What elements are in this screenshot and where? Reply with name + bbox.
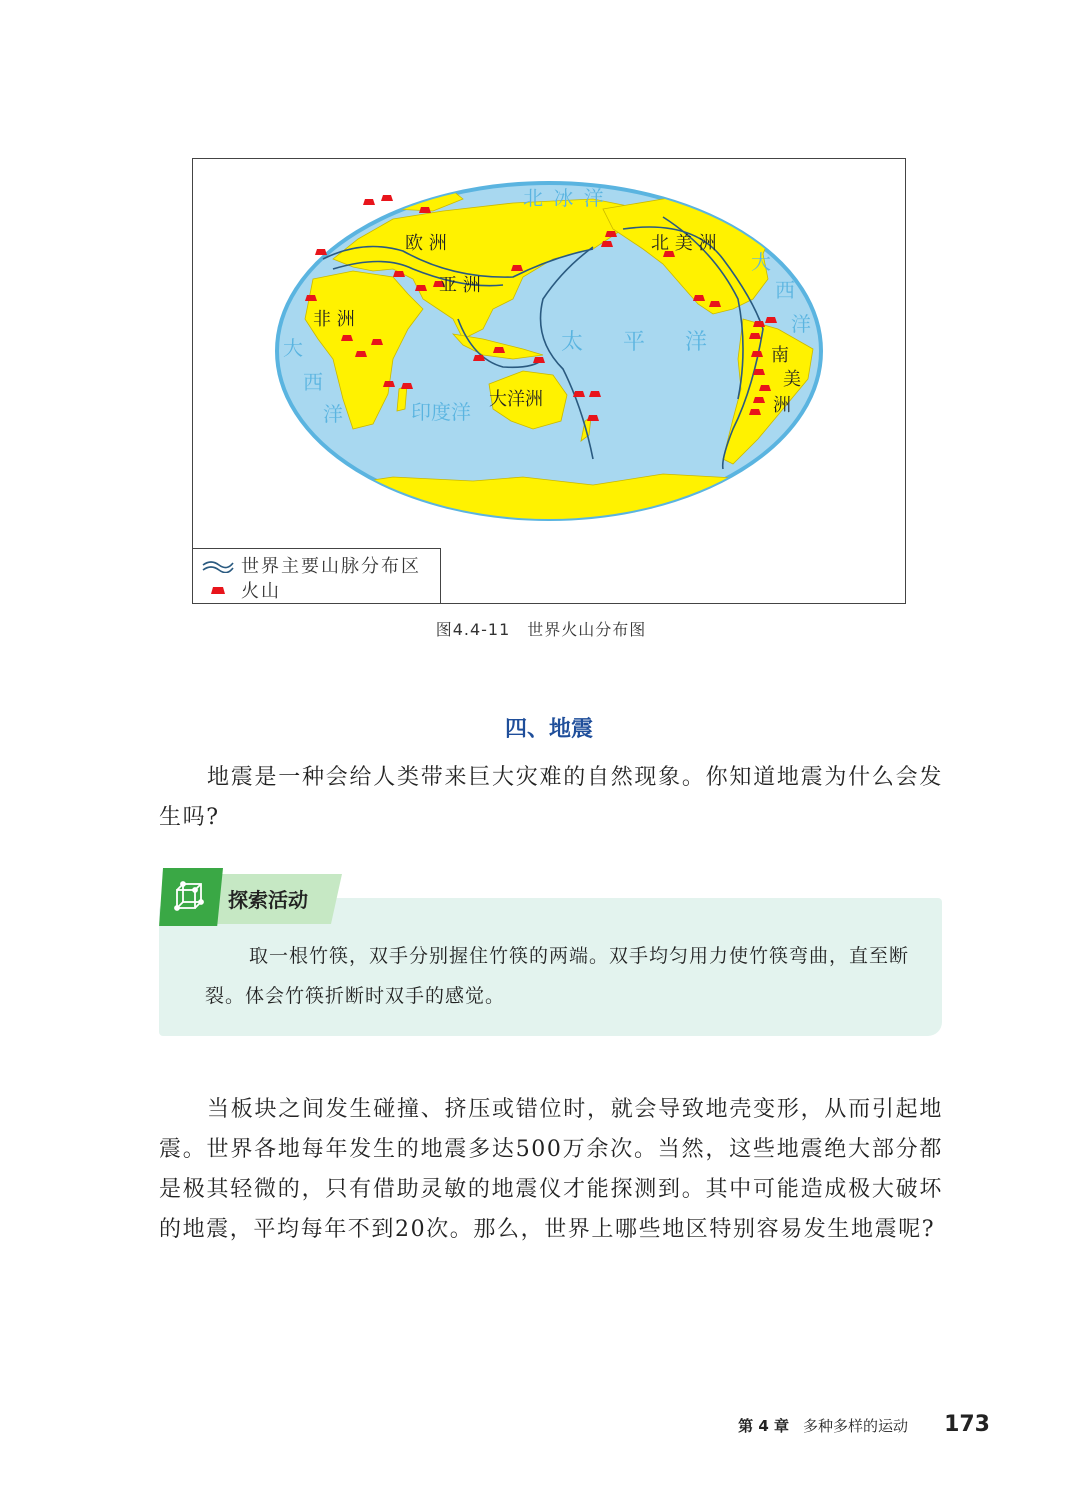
volcano-icon — [401, 383, 413, 389]
label-north-america: 北 美 洲 — [651, 233, 717, 254]
intro-paragraph: 地震是一种会给人类带来巨大灾难的自然现象。你知道地震为什么会发生吗? — [159, 765, 943, 830]
volcano-icon — [753, 321, 765, 327]
activity-title: 探索活动 — [228, 888, 308, 912]
label-atlantic-west-1: 大 — [283, 336, 303, 360]
label-pacific-2: 平 — [623, 330, 646, 355]
mountain-belt-icon — [201, 555, 235, 575]
volcano-icon — [589, 391, 601, 397]
label-south-america-1: 南 — [771, 345, 789, 366]
label-oceania: 大洋洲 — [489, 389, 543, 410]
volcano-icon — [493, 347, 505, 353]
volcano-icon — [533, 357, 545, 363]
legend-mountains-label: 世界主要山脉分布区 — [241, 556, 421, 577]
label-asia: 亚 洲 — [439, 275, 481, 296]
volcano-icon — [341, 335, 353, 341]
volcano-icon — [605, 231, 617, 237]
volcano-icon — [363, 199, 375, 205]
label-pacific-3: 洋 — [685, 330, 708, 355]
label-pacific-1: 太 — [561, 330, 584, 355]
activity-badge — [159, 868, 223, 926]
world-map — [193, 159, 905, 603]
footer-title: 多种多样的运动 — [803, 1417, 909, 1435]
label-south-america-3: 洲 — [773, 395, 791, 416]
label-europe: 欧 洲 — [405, 233, 447, 254]
volcano-icon — [419, 207, 431, 213]
volcano-icon — [371, 339, 383, 345]
volcano-icon — [305, 295, 317, 301]
volcano-icon — [759, 385, 771, 391]
label-south-america-2: 美 — [783, 369, 801, 390]
volcano-icon — [753, 369, 765, 375]
label-atlantic-east-3: 洋 — [791, 312, 811, 336]
label-indian-ocean: 印度洋 — [411, 400, 471, 424]
volcano-icon — [393, 271, 405, 277]
volcano-icon — [381, 195, 393, 201]
land-antarctica — [313, 474, 813, 539]
volcano-icon — [693, 295, 705, 301]
label-atlantic-east-2: 西 — [775, 278, 795, 302]
legend-volcano-label: 火山 — [241, 581, 281, 602]
label-africa: 非 洲 — [313, 309, 355, 330]
map-legend — [193, 548, 441, 603]
page-footer — [738, 1412, 990, 1437]
section-heading: 四、地震 — [504, 717, 593, 742]
body-paragraph: 当板块之间发生碰撞、挤压或错位时，就会导致地壳变形，从而引起地震。世界各地每年发生的地震多达500万余次。当然，这些地震绝大部分都是极其轻微的，只有借助灵敏的地震仪才能探测到。其中可能造成极大破坏的地震，平均每年不到20次。那么，世界上哪些地区特别容易发生地震呢? — [159, 1097, 943, 1242]
label-arctic: 北 冰 洋 — [523, 186, 606, 210]
page-number: 173 — [944, 1412, 990, 1437]
volcano-icon — [383, 381, 395, 387]
volcano-icon — [709, 301, 721, 307]
volcano-icon — [573, 391, 585, 397]
volcano-icon — [749, 409, 761, 415]
volcano-icon — [587, 415, 599, 421]
legend-row-mountains — [201, 553, 421, 577]
volcano-icon — [201, 580, 235, 600]
volcano-map-figure — [192, 158, 906, 604]
volcano-icon — [765, 317, 777, 323]
volcano-icon — [601, 241, 613, 247]
volcano-icon — [753, 397, 765, 403]
volcano-icon — [355, 351, 367, 357]
footer-chapter: 第 4 章 — [738, 1417, 790, 1435]
volcano-icon — [473, 355, 485, 361]
volcano-icon — [415, 285, 427, 291]
volcano-icon — [749, 333, 761, 339]
volcano-icon — [315, 249, 327, 255]
label-atlantic-west-2: 西 — [303, 370, 323, 394]
legend-row-volcano — [201, 578, 281, 602]
label-atlantic-west-3: 洋 — [323, 402, 343, 426]
figure-caption: 图4.4-11 世界火山分布图 — [435, 620, 647, 639]
volcano-icon — [511, 265, 523, 271]
label-atlantic-east-1: 大 — [751, 250, 771, 274]
volcano-icon — [751, 351, 763, 357]
activity-text: 取一根竹筷，双手分别握住竹筷的两端。双手均匀用力使竹筷弯曲，直至断裂。体会竹筷折断时双手的感觉。 — [205, 945, 910, 1007]
